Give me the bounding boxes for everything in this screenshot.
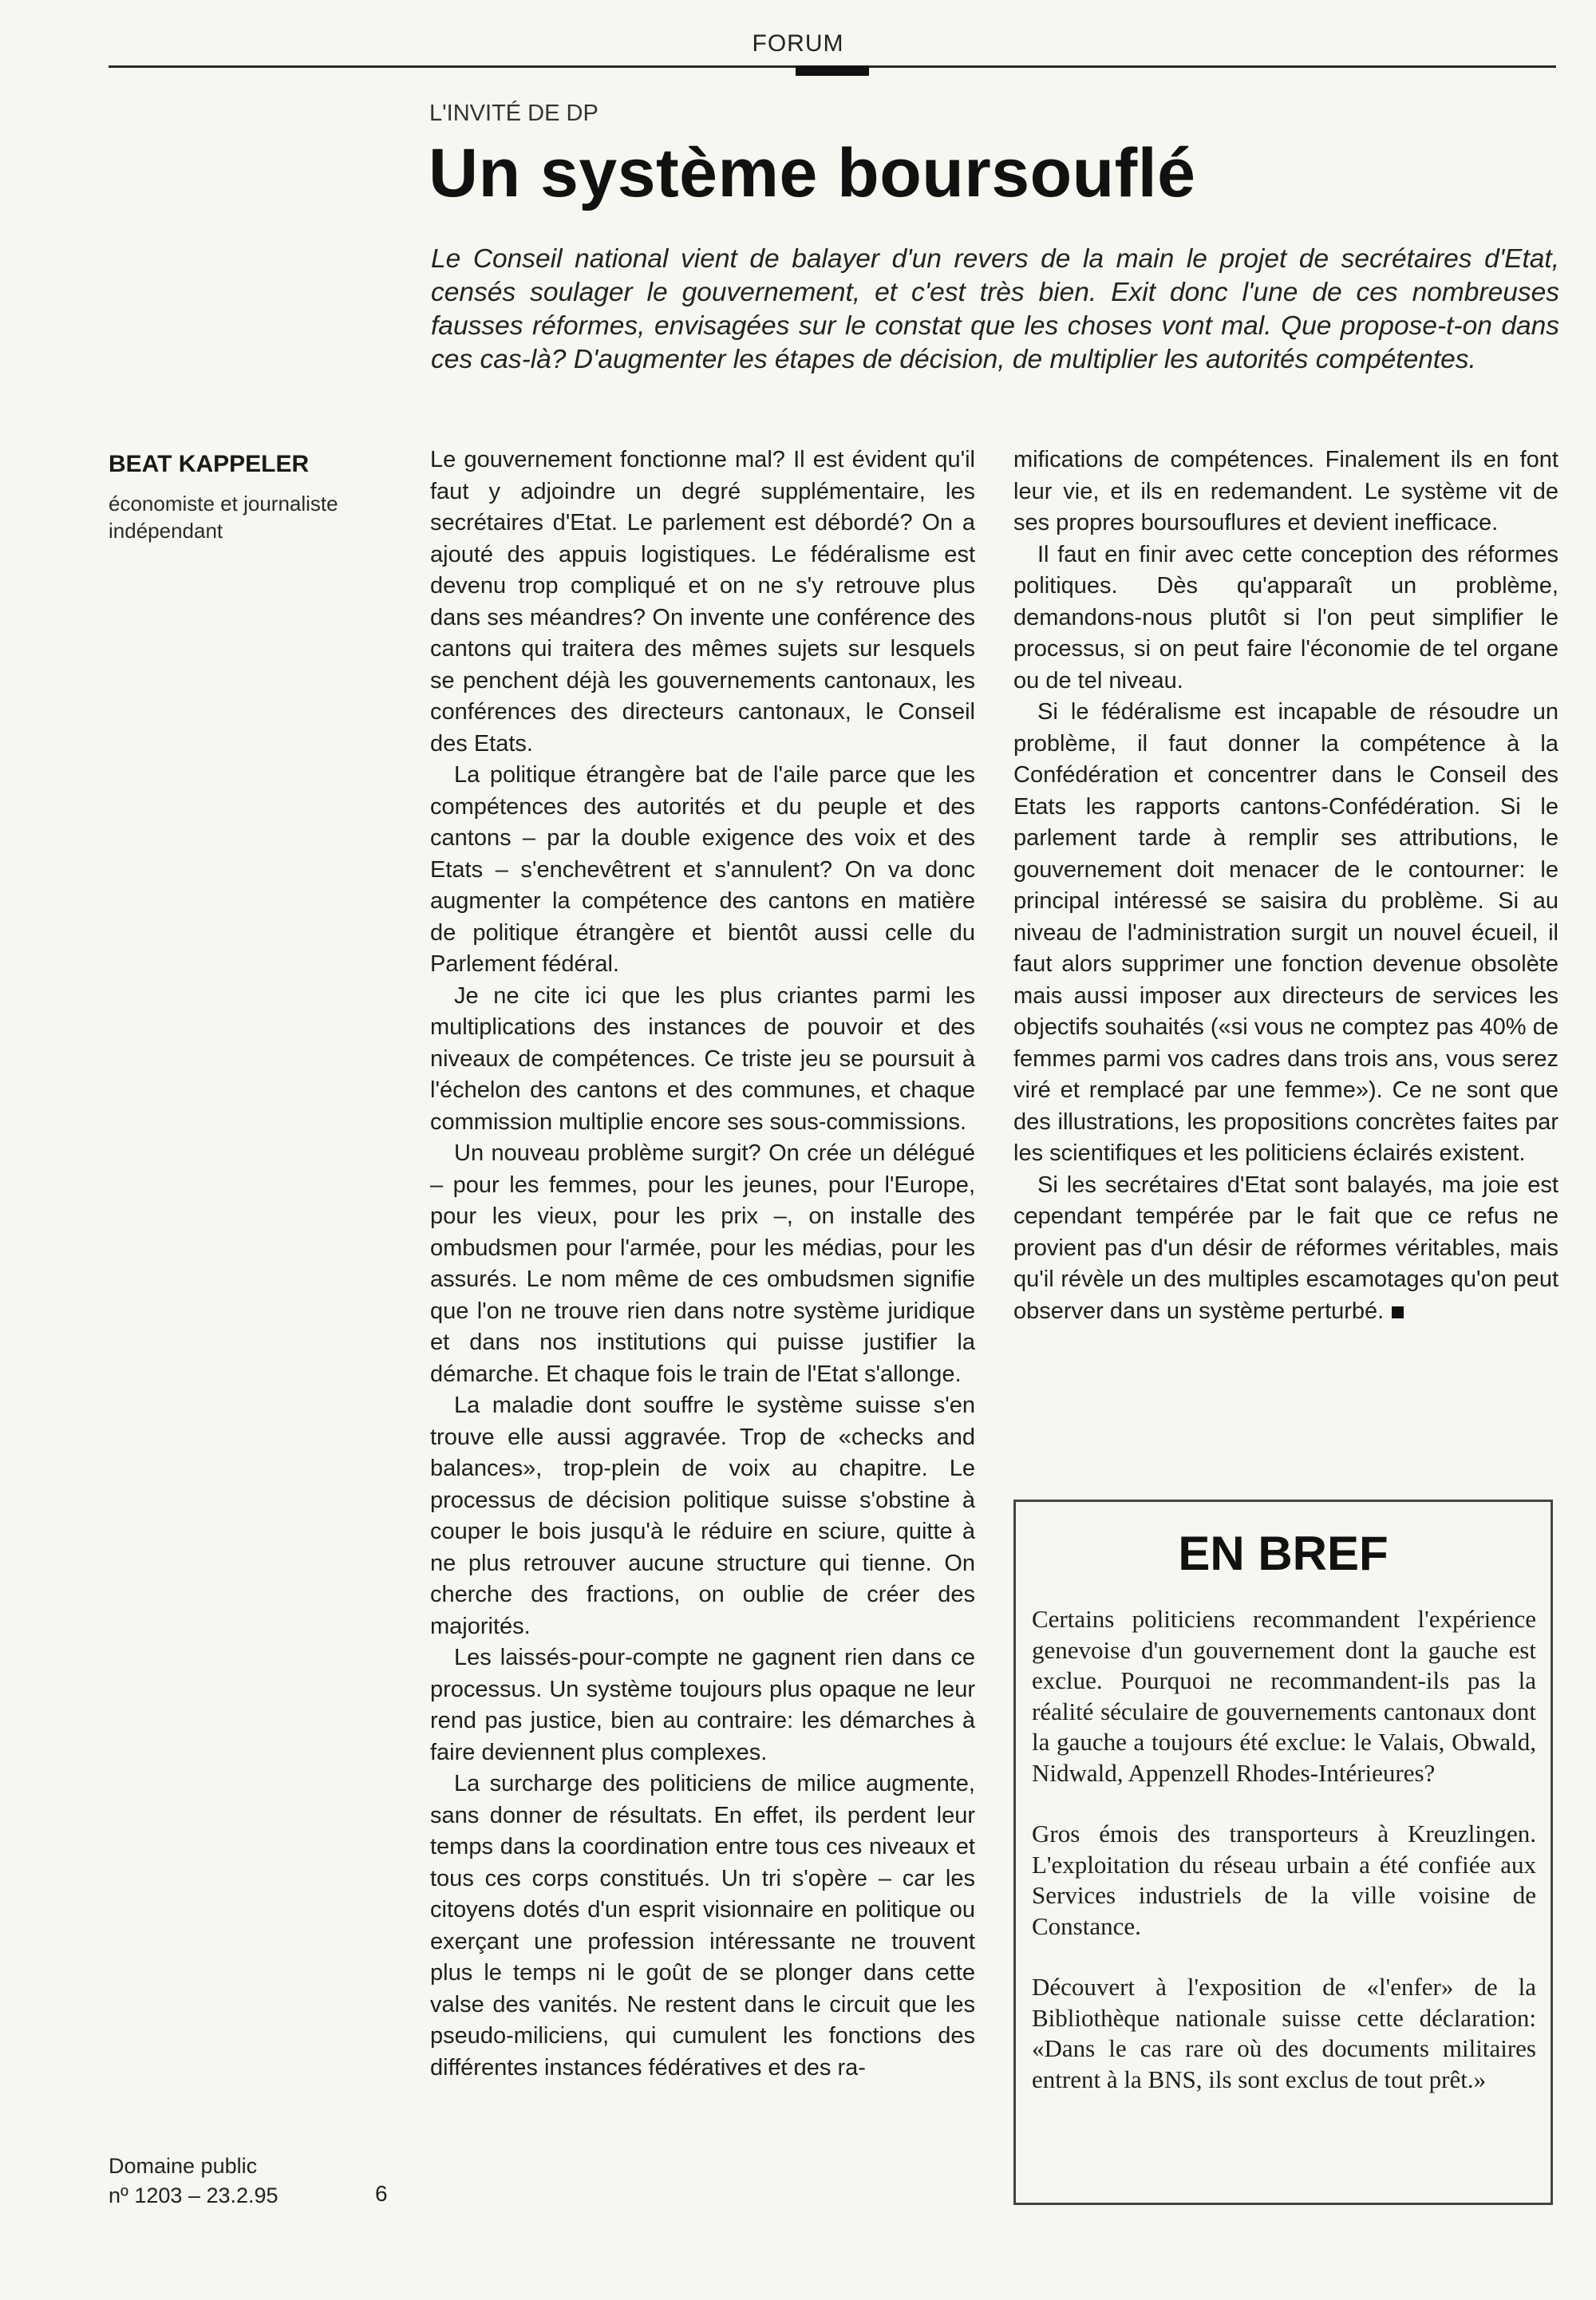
publication-name: Domaine public — [109, 2154, 258, 2178]
paragraph: La politique étrangère bat de l'aile parce que les compétences des autorités et du peuple et des cantons – par la double exigence des voix et des Etats – s'enchevêtrent et s'annulent? On va donc augmenter la compétence des cantons en matière de politique étrangère et bientôt aussi celle du Parlement fédéral. — [430, 762, 975, 977]
article-column-2 — [1013, 445, 1558, 1327]
paragraph-last — [1013, 1170, 1558, 1328]
en-bref-title: EN BREF — [1178, 1527, 1389, 1580]
article-kicker: L'INVITÉ DE DP — [429, 101, 598, 126]
paragraph: Je ne cite ici que les plus criantes parmi les multiplications des instances de pouvoir et des niveaux de compétences. Ce triste jeu se poursuit à l'échelon des cantons et des communes, et chaque commission multiplie encore ses sous-commissions. — [430, 982, 975, 1135]
article-lead: Le Conseil national vient de balayer d'un revers de la main le projet de secrétaires d'Etat, censés soulager le gouvernement, et c'est très bien. Exit donc l'une de ces nombreuses fausses réformes, envisagées sur le constat que les choses vont mal. Que propose-t-on dans ces cas-là? D'augmenter les étapes de décision, de multiplier les autorités compétentes. — [431, 244, 1559, 374]
paragraph: Un nouveau problème surgit? On crée un délégué – pour les femmes, pour les jeunes, pour l'Europe, pour les vieux, pour les prix –, on installe des ombudsmen pour l'armée, pour les médias, pour les assurés. Le nom même de ces ombudsmen signifie que l'on ne trouve rien dans notre système juridique et dans nos institutions qui puisse justifier la démarche. Et chaque fois le train de l'Etat s'allonge. — [430, 1140, 975, 1387]
author-name: BEAT KAPPELER — [109, 451, 310, 477]
paragraph: La surcharge des politiciens de milice augmente, sans donner de résultats. En effet, ils perdent leur temps dans la coordination entre tous ces niveaux et tous ces corps constitués. Un tri s'opère – car les citoyens dotés d'un esprit visionnaire en politique ou exerçant une profession intéressante ne trouvent plus le temps ni le goût de se plonger dans cette valse des vanités. Ne restent dans le circuit que les pseudo-miliciens, qui cumulent les fonctions des différentes instances fédératives et des ra- — [430, 1771, 975, 2081]
brief-item: Certains politiciens recommandent l'expérience genevoise d'un gouvernement dont la gauche est exclue. Pourquoi ne recommandent-ils pas la réalité séculaire de gouvernements cantonaux dont la gauche a toujours été exclue: le Valais, Obwald, Nidwald, Appenzell Rhodes-Intérieures? — [1032, 1605, 1536, 1787]
footer-publication — [109, 2152, 279, 2211]
article-title: Un système boursouflé — [429, 135, 1196, 211]
brief-item: Découvert à l'exposition de «l'enfer» de la Bibliothèque nationale suisse cette déclaration: «Dans le cas rare où des documents militaires entrent à la BNS, ils sont exclus de tout prêt.» — [1032, 1973, 1536, 2093]
page-number: 6 — [375, 2181, 388, 2206]
paragraph: Si le fédéralisme est incapable de résoudre un problème, il faut donner la compétence à la Confédération et concentrer dans le Conseil des Etats les rapports cantons-Confédération. Si le parlement tarde à remplir ses attributions, le gouvernement doit menacer de le contourner: le principal intéressé se saisira du problème. Si au niveau de l'administration surgit un nouvel écueil, il faut alors supprimer une fonction devenue obsolète mais aussi imposer aux directeurs de services les objectifs souhaités («si vous ne comptez pas 40% de femmes parmi vos cadres dans trois ans, vous serez viré et remplacé par une femme»). Ce ne sont que des illustrations, les propositions concrètes faites par les scientifiques et les politiciens éclairés existent. — [1013, 699, 1558, 1166]
header-marker — [796, 65, 869, 76]
paragraph: La maladie dont souffre le système suisse s'en trouve elle aussi aggravée. Trop de «checks and balances», trop-plein de voix au chapitre. Le processus de décision politique suisse s'obstine à couper le bois jusqu'à le réduire en sciure, quitte à ne plus retrouver aucune structure qui tienne. On cherche des fractions, on oublie de créer des majorités. — [430, 1393, 975, 1639]
issue-number: nº 1203 – 23.2.95 — [109, 2183, 279, 2207]
paragraph: Il faut en finir avec cette conception des réformes politiques. Dès qu'apparaît un problème, demandons-nous plutôt si l'on peut simplifier le processus, si on peut faire l'économie de tel organe ou de tel niveau. — [1013, 541, 1558, 694]
article-column-1 — [430, 445, 975, 2084]
paragraph-text: Si les secrétaires d'Etat sont balayés, ma joie est cependant tempérée par le fait que ce refus ne provient pas d'un désir de réformes véritables, mais qu'il révèle un des multiples escamotages qu'on peut observer dans un système perturbé. — [1013, 1172, 1558, 1324]
section-label: FORUM — [752, 30, 844, 57]
author-role: économiste et journaliste indépendant — [109, 492, 338, 543]
en-bref-body — [1032, 1604, 1536, 2125]
paragraph: Les laissés-pour-compte ne gagnent rien dans ce processus. Un système toujours plus opaque ne leur rend pas justice, bien au contraire: les démarches à faire deviennent plus complexes. — [430, 1645, 975, 1765]
en-bref-box — [1013, 1500, 1553, 2205]
brief-item: Gros émois des transporteurs à Kreuzlingen. L'exploitation du réseau urbain a été confiée aux Services industriels de la ville voisine de Constance. — [1032, 1820, 1536, 1940]
end-mark-icon — [1392, 1306, 1404, 1318]
paragraph: Le gouvernement fonctionne mal? Il est évident qu'il faut y adjoindre un degré supplémentaire, les secrétaires d'Etat. Le parlement est débordé? On a ajouté des appuis logistiques. Le fédéralisme est devenu trop compliqué et on ne s'y retrouve plus dans ses méandres? On invente une conférence des cantons qui traitera des mêmes sujets sur lesquels se penchent déjà les gouvernements cantonaux, les conférences des directeurs cantonaux, le Conseil des Etats. — [430, 447, 975, 757]
paragraph: mifications de compétences. Finalement ils en font leur vie, et ils en redemandent. Le système vit de ses propres boursouflures et devient inefficace. — [1013, 447, 1558, 535]
